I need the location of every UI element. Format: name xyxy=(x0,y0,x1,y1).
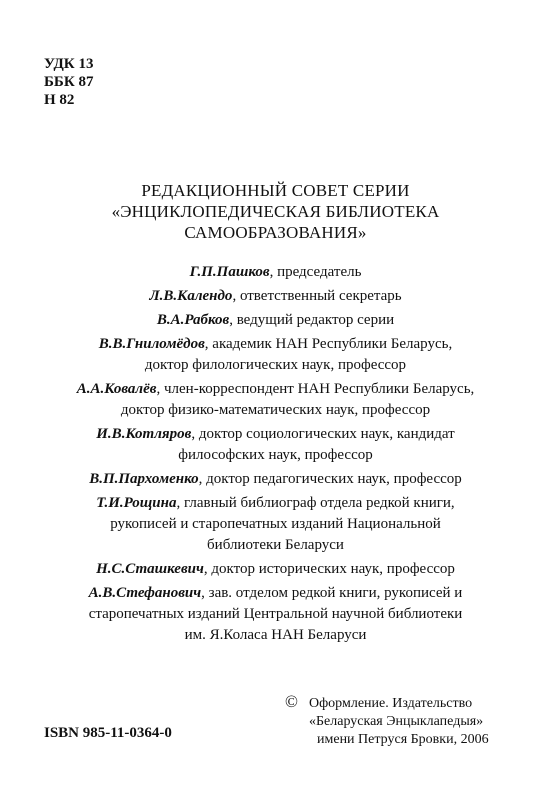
board-member xyxy=(0,310,551,331)
member-name: В.А.Рабков xyxy=(156,312,230,328)
member-role: , доктор педагогических наук, профессор xyxy=(198,471,462,487)
member-role: , ответственный секретарь xyxy=(232,288,402,304)
copyright-line: «Беларуская Энцыклапедыя» xyxy=(309,714,484,729)
board-member xyxy=(0,286,551,307)
board-member xyxy=(0,583,551,646)
member-role-continued: им. Я.Коласа НАН Беларуси xyxy=(184,627,367,643)
isbn-number: ISBN 985-11-0364-0 xyxy=(44,725,172,741)
member-role: , академик НАН Республики Беларусь, xyxy=(204,336,453,352)
member-name: В.П.Пархоменко xyxy=(89,471,199,487)
board-member xyxy=(0,493,551,556)
board-member xyxy=(0,424,551,466)
title-line: «ЭНЦИКЛОПЕДИЧЕСКАЯ БИБЛИОТЕКА xyxy=(111,202,440,221)
member-name: В.В.Гниломёдов xyxy=(98,336,205,352)
member-name: Т.И.Рощина xyxy=(96,495,177,511)
member-role: , главный библиограф отдела редкой книги, xyxy=(176,495,455,511)
title-line: РЕДАКЦИОННЫЙ СОВЕТ СЕРИИ xyxy=(141,181,410,200)
member-name: Л.В.Календо xyxy=(149,288,233,304)
copyright-line: Оформление. Издательство xyxy=(309,696,473,711)
author-mark: Н 82 xyxy=(44,92,75,108)
board-member xyxy=(0,379,551,421)
member-role-continued: философских наук, профессор xyxy=(178,447,373,463)
member-role: , член-корреспондент НАН Республики Беларусь, xyxy=(156,381,475,397)
member-name: И.В.Котляров xyxy=(96,426,192,442)
board-member xyxy=(0,262,551,283)
member-role-continued: старопечатных изданий Центральной научной библиотеки xyxy=(88,606,463,622)
copyright-notice xyxy=(285,693,489,749)
title-line: САМООБРАЗОВАНИЯ» xyxy=(184,223,367,242)
board-member xyxy=(0,559,551,580)
classification-codes xyxy=(44,55,93,109)
member-name: Н.С.Сташкевич xyxy=(96,561,204,577)
copyright-symbol: © xyxy=(285,692,298,711)
member-role-continued: доктор физико-математических наук, профессор xyxy=(120,402,431,418)
board-member xyxy=(0,334,551,376)
member-role: , ведущий редактор серии xyxy=(229,312,395,328)
member-role-continued: рукописей и старопечатных изданий Национальной xyxy=(110,516,441,532)
member-name: Г.П.Пашков xyxy=(189,264,270,280)
member-name: А.В.Стефанович xyxy=(88,585,202,601)
copyright-line: имени Петруся Бровки, 2006 xyxy=(317,732,489,747)
member-role: , доктор социологических наук, кандидат xyxy=(191,426,455,442)
member-name: А.А.Ковалёв xyxy=(76,381,157,397)
member-role: , доктор исторических наук, профессор xyxy=(203,561,455,577)
bbk-code: ББК 87 xyxy=(44,74,94,90)
member-role-continued: библиотеки Беларуси xyxy=(207,537,344,553)
member-role: , председатель xyxy=(269,264,362,280)
member-role-continued: доктор филологических наук, профессор xyxy=(144,357,407,373)
udk-code: УДК 13 xyxy=(44,56,94,72)
editorial-board-title xyxy=(0,180,551,243)
member-role: , зав. отделом редкой книги, рукописей и xyxy=(201,585,463,601)
board-member xyxy=(0,469,551,490)
editorial-board-members xyxy=(0,262,551,649)
